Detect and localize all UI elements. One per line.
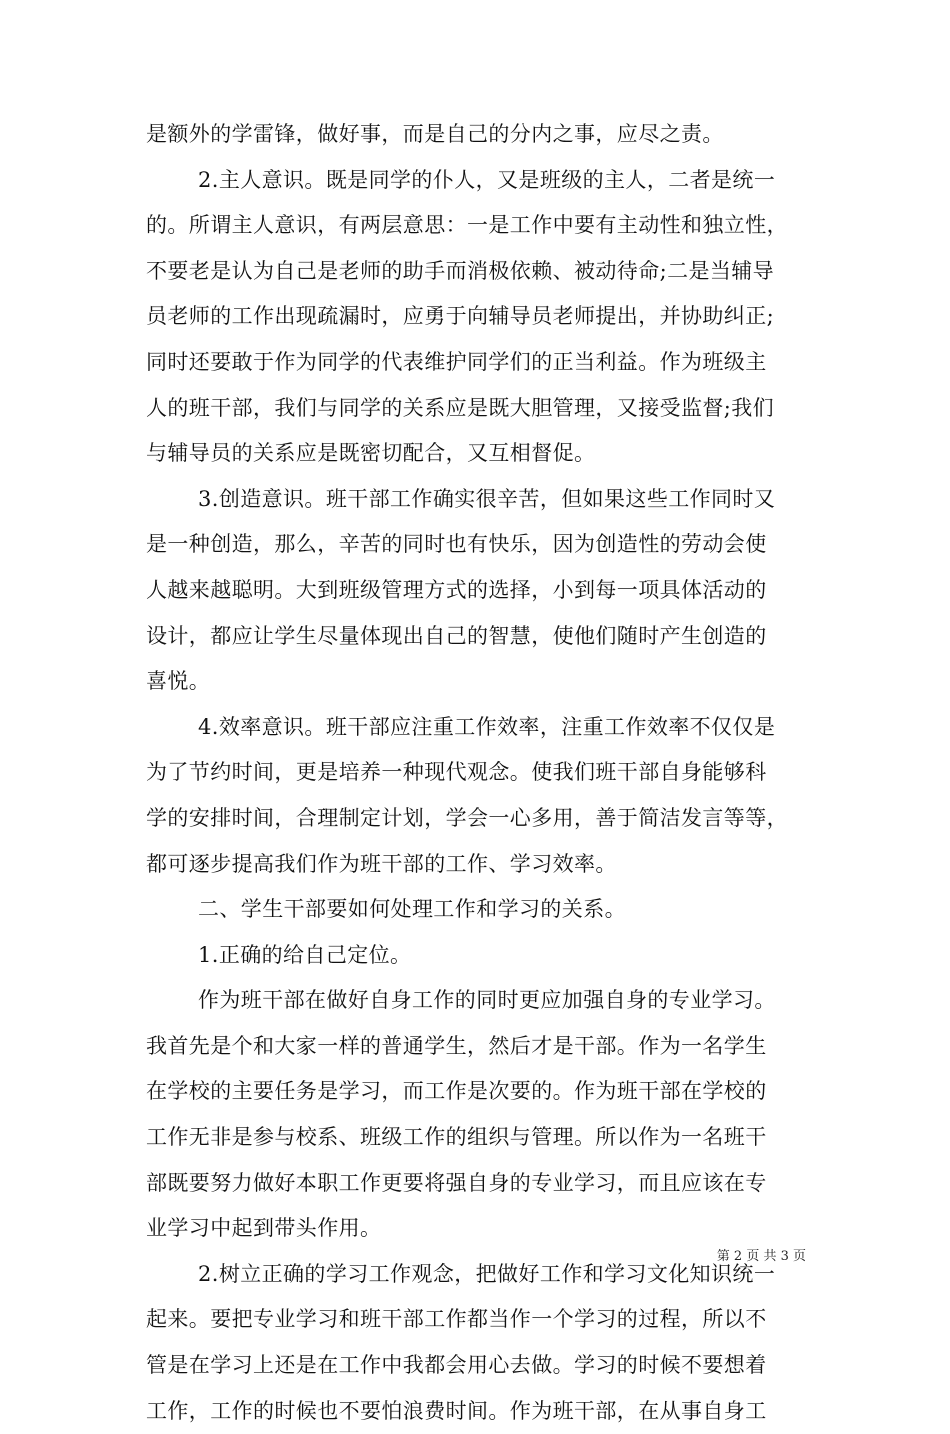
text-line: 人的班干部，我们与同学的关系应是既大胆管理，又接受监督;我们 [146,395,775,420]
text-line: 人越来越聪明。大到班级管理方式的选择，小到每一项具体活动的 [146,577,767,602]
text-line: 工作，工作的时候也不要怕浪费时间。作为班干部，在从事自身工 [146,1398,767,1423]
text-line: 同时还要敢于作为同学的代表维护同学们的正当利益。作为班级主 [146,349,767,374]
text-line: 2.树立正确的学习工作观念，把做好工作和学习文化知识统一 [198,1261,776,1286]
text-line: 业学习中起到带头作用。 [146,1216,382,1241]
text-line: 喜悦。 [146,669,211,694]
text-line: 2.主人意识。既是同学的仆人，又是班级的主人，二者是统一 [198,167,776,192]
text-line: 工作无非是参与校系、班级工作的组织与管理。所以作为一名班干 [146,1125,767,1150]
text-line: 作为班干部在做好自身工作的同时更应加强自身的专业学习。 [198,988,776,1013]
text-line: 4.效率意识。班干部应注重工作效率，注重工作效率不仅仅是 [198,714,776,739]
document-body [146,112,810,1434]
text-line: 设计，都应让学生尽量体现出自己的智慧，使他们随时产生创造的 [146,623,767,648]
page-number-footer: 第 2 页 共 3 页 [716,1249,806,1264]
text-line: 在学校的主要任务是学习，而工作是次要的。作为班干部在学校的 [146,1079,767,1104]
text-line: 是额外的学雷锋，做好事，而是自己的分内之事，应尽之责。 [146,122,724,146]
text-line: 不要老是认为自己是老师的助手而消极依赖、被动待命;二是当辅导 [146,258,775,283]
text-line: 都可逐步提高我们作为班干部的工作、学习效率。 [146,851,617,876]
text-line: 管是在学习上还是在工作中我都会用心去做。学习的时候不要想着 [146,1353,767,1378]
text-line: 1.正确的给自己定位。 [198,942,412,967]
text-line: 为了节约时间，更是培养一种现代观念。使我们班干部自身能够科 [146,760,767,785]
text-line: 我首先是个和大家一样的普通学生，然后才是干部。作为一名学生 [146,1033,767,1058]
text-line: 起来。要把专业学习和班干部工作都当作一个学习的过程，所以不 [146,1307,767,1332]
text-line: 3.创造意识。班干部工作确实很辛苦，但如果这些工作同时又 [198,486,776,511]
text-line: 员老师的工作出现疏漏时，应勇于向辅导员老师提出，并协助纠正; [146,304,775,329]
text-line: 与辅导员的关系应是既密切配合，又互相督促。 [146,441,596,466]
text-line: 二、学生干部要如何处理工作和学习的关系。 [198,897,626,922]
text-line: 的。所谓主人意识，有两层意思：一是工作中要有主动性和独立性， [146,213,788,238]
text-line: 部既要努力做好本职工作更要将强自身的专业学习，而且应该在专 [146,1170,767,1195]
text-line: 学的安排时间，合理制定计划，学会一心多用，善于简洁发言等等， [146,805,788,830]
text-line: 是一种创造，那么，辛苦的同时也有快乐，因为创造性的劳动会使 [146,532,767,557]
